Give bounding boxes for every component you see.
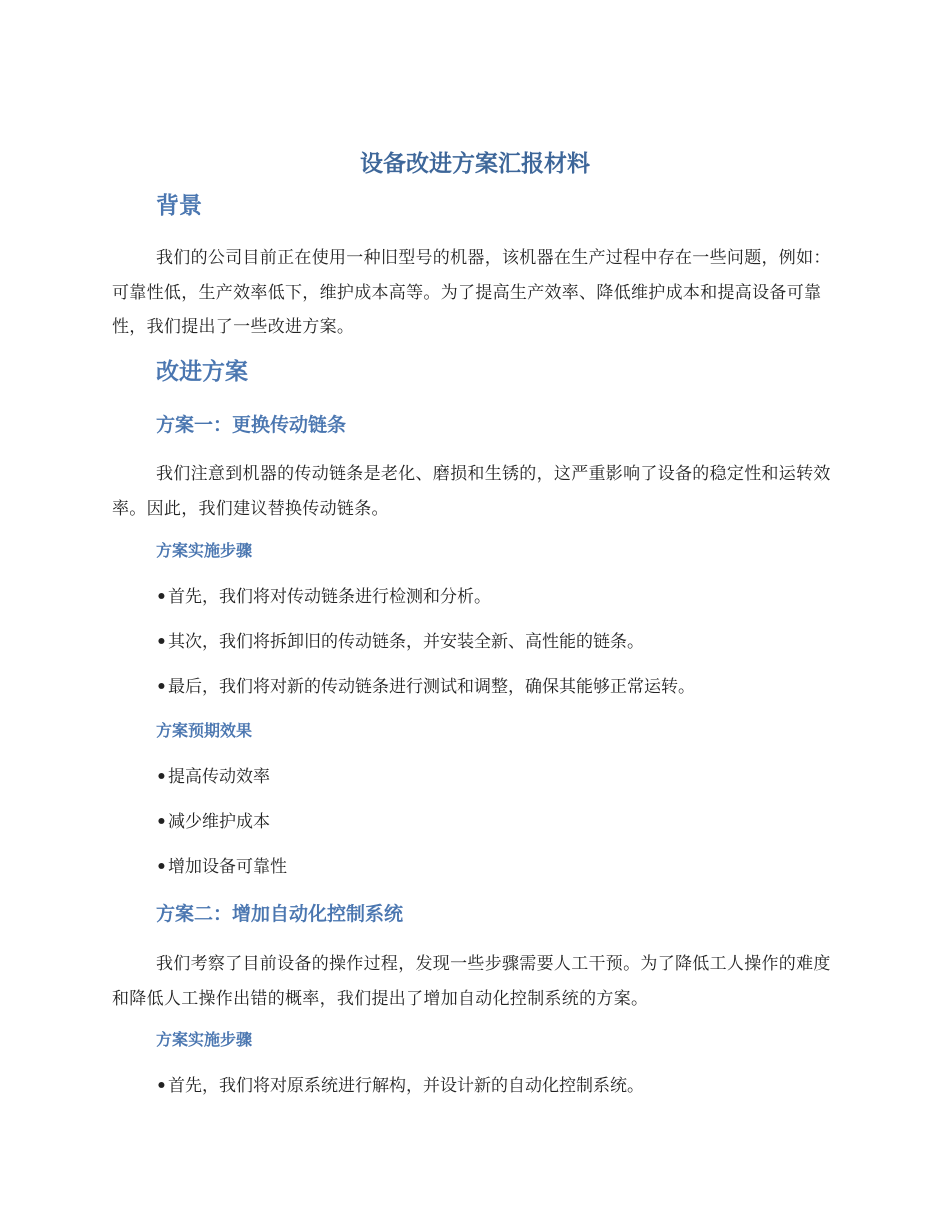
section-heading-improvement: 改进方案: [156, 359, 248, 385]
document-title: 设备改进方案汇报材料: [360, 151, 590, 177]
plan1-step-item: [156, 627, 644, 657]
section-heading-background: 背景: [156, 193, 202, 219]
plan1-effect-item: [156, 852, 287, 882]
plan1-effects-heading: 方案预期效果: [156, 721, 253, 740]
plan1-effect-text: 增加设备可靠性: [168, 857, 287, 877]
bullet-icon: •: [156, 857, 167, 877]
bullet-icon: •: [156, 767, 167, 787]
bullet-icon: •: [156, 1076, 167, 1096]
plan1-effect-item: [156, 807, 270, 837]
plan1-step-text: 其次，我们将拆卸旧的传动链条，并安装全新、高性能的链条。: [168, 632, 644, 652]
plan1-step-text: 最后，我们将对新的传动链条进行测试和调整，确保其能够正常运转。: [168, 677, 695, 697]
bullet-icon: •: [156, 632, 167, 652]
plan1-step-text: 首先，我们将对传动链条进行检测和分析。: [168, 587, 491, 607]
plan1-step-item: [156, 672, 695, 702]
bullet-icon: •: [156, 587, 167, 607]
plan1-effect-item: [156, 762, 270, 792]
plan1-effect-text: 减少维护成本: [168, 812, 270, 832]
plan2-step-item: [156, 1071, 644, 1101]
plan1-paragraph: 我们注意到机器的传动链条是老化、磨损和生锈的，这严重影响了设备的稳定性和运转效率。因此，我们建议替换传动链条。: [112, 464, 831, 519]
plan1-step-item: [156, 582, 491, 612]
plan1-steps-heading: 方案实施步骤: [156, 541, 253, 560]
plan1-heading: 方案一：更换传动链条: [156, 414, 347, 436]
plan2-steps-heading: 方案实施步骤: [156, 1030, 253, 1049]
bullet-icon: •: [156, 677, 167, 697]
plan2-step-text: 首先，我们将对原系统进行解构，并设计新的自动化控制系统。: [168, 1076, 644, 1096]
plan2-paragraph: 我们考察了目前设备的操作过程，发现一些步骤需要人工干预。为了降低工人操作的难度和降低人工操作出错的概率，我们提出了增加自动化控制系统的方案。: [112, 954, 831, 1009]
bullet-icon: •: [156, 812, 167, 832]
plan2-heading: 方案二：增加自动化控制系统: [156, 903, 404, 925]
background-paragraph: 我们的公司目前正在使用一种旧型号的机器，该机器在生产过程中存在一些问题，例如：可靠性低，生产效率低下，维护成本高等。为了提高生产效率、降低维护成本和提高设备可靠性，我们提出了一些改进方案。: [112, 248, 831, 337]
plan1-effect-text: 提高传动效率: [168, 767, 270, 787]
